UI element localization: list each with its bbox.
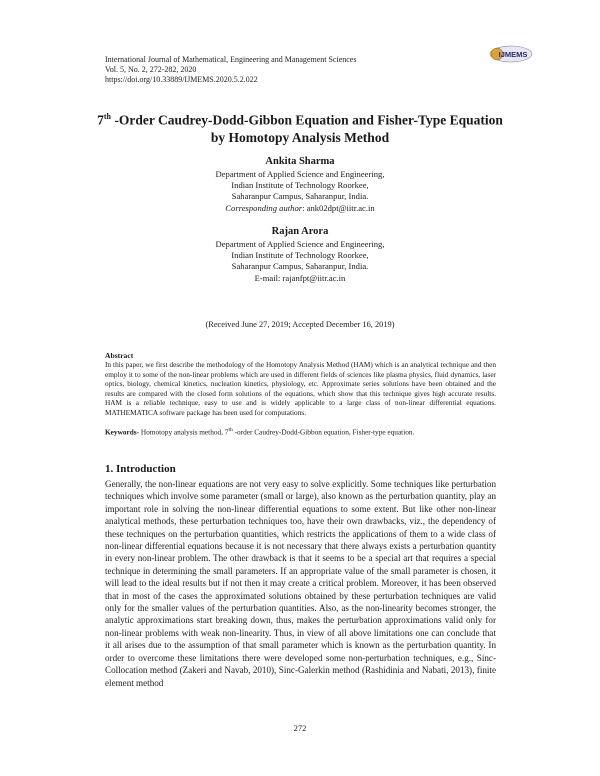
journal-volume: Vol. 5, No. 2, 272-282, 2020 xyxy=(105,65,197,74)
author-contact xyxy=(150,203,450,214)
author-name: Ankita Sharma xyxy=(265,156,335,167)
author-dept: Department of Applied Science and Engineering, xyxy=(215,239,385,249)
keywords-label: Keywords- xyxy=(105,427,140,437)
keywords-sup: th xyxy=(228,427,233,433)
author-email[interactable]: E-mail: rajanfpt@iitr.ac.in xyxy=(254,272,346,283)
page-number: 272 xyxy=(293,723,307,733)
paper-title xyxy=(60,108,540,146)
author-dept: Department of Applied Science and Engineering, xyxy=(215,169,385,179)
title-line-1-rest: -Order Caudrey-Dodd-Gibbon Equation and Fisher-Type Equation xyxy=(111,112,503,128)
title-order-number: 7 xyxy=(97,112,104,128)
author-institute: Indian Institute of Technology Roorkee, xyxy=(231,250,369,261)
journal-logo-text: IJMEMS xyxy=(498,49,528,59)
keywords-text-2: -order Caudrey-Dodd-Gibbon equation, Fisher-type equation. xyxy=(232,427,415,437)
author-campus: Saharanpur Campus, Saharanpur, India. xyxy=(231,261,369,272)
journal-doi[interactable]: https://doi.org/10.33889/IJMEMS.2020.5.2.022 xyxy=(105,75,258,84)
title-order-sup: th xyxy=(103,112,112,121)
received-dates: (Received June 27, 2019; Accepted December 16, 2019) xyxy=(205,320,395,329)
keywords-text-1: Homotopy analysis method, 7 xyxy=(139,427,229,437)
author-block-1 xyxy=(150,155,450,214)
author-email[interactable]: : ank02dpt@iitr.ac.in xyxy=(302,202,375,213)
keywords-line xyxy=(105,426,500,437)
author-name: Rajan Arora xyxy=(271,226,329,237)
journal-logo-icon xyxy=(488,44,534,64)
abstract-text: In this paper, we first describe the methodology of the Homotopy Analysis Method (HAM) which is an analytical technique and then employ it to some of the non-linear problems which are used in different fields of sciences like plasma physics, fluid dynamics, laser optics, biology, chemical kinetics, nucleation kinetics, physiology, etc. Approximate series solutions have been obtained and the results are compared with the closed form solutions of the equations, which show that this technique gives high accurate results. HAM is a reliable technique, easy to use and is widely applicable to a large class of non-linear differential equations. MATHEMATICA software package has been used for computations. xyxy=(105,360,496,417)
title-line-1 xyxy=(60,108,540,129)
introduction-text: Generally, the non-linear equations are not very easy to solve explicitly. Some techniques like perturbation techniques which involve some parameter (small or large), also known as the perturbation quantity, play an important role in solving the non-linear differential equations to some extent. But like other non-linear analytical methods, these perturbation techniques too, have their own drawbacks, viz., the dependency of these techniques on the perturbation quantities, which restricts the applications of them to a wide class of non-linear differential equations because it is not necessary that there always exists a perturbation quantity in every non-linear problem. The other drawback is that it seems to be a special art that requires a special technique in determining the small parameters. If an appropriate value of the small parameter is chosen, it will lead to the ideal results but if not then it may create a critical problem. Moreover, it has been observed that in most of the cases the approximated solutions obtained by these perturbation techniques are valid only for the smaller values of the perturbation quantities. Also, as the non-linearity becomes stronger, the analytic approximations start breaking down, thus, makes the perturbation approximations valid only for non-linear problems with weak non-linearity. Thus, in view of all above limitations one can conclude that it all arises due to the assumption of that small parameter which is known as the perturbation quantity. In order to overcome these limitations there were developed some non-perturbation techniques, e.g., Sinc-Collocation method (Zakeri and Navab, 2010), Sinc-Galerkin method (Rashidinia and Nabati, 2013), finite element method xyxy=(105,479,496,688)
author-institute: Indian Institute of Technology Roorkee, xyxy=(231,180,369,191)
corresponding-author-label: Corresponding author xyxy=(225,202,303,213)
section-heading: 1. Introduction xyxy=(105,463,176,475)
journal-name: International Journal of Mathematical, Engineering and Management Sciences xyxy=(105,55,357,64)
journal-header xyxy=(105,55,356,85)
author-block-2 xyxy=(150,225,450,284)
title-line-2: by Homotopy Analysis Method xyxy=(210,129,390,145)
author-campus: Saharanpur Campus, Saharanpur, India. xyxy=(231,191,369,202)
abstract-heading: Abstract xyxy=(105,351,134,360)
